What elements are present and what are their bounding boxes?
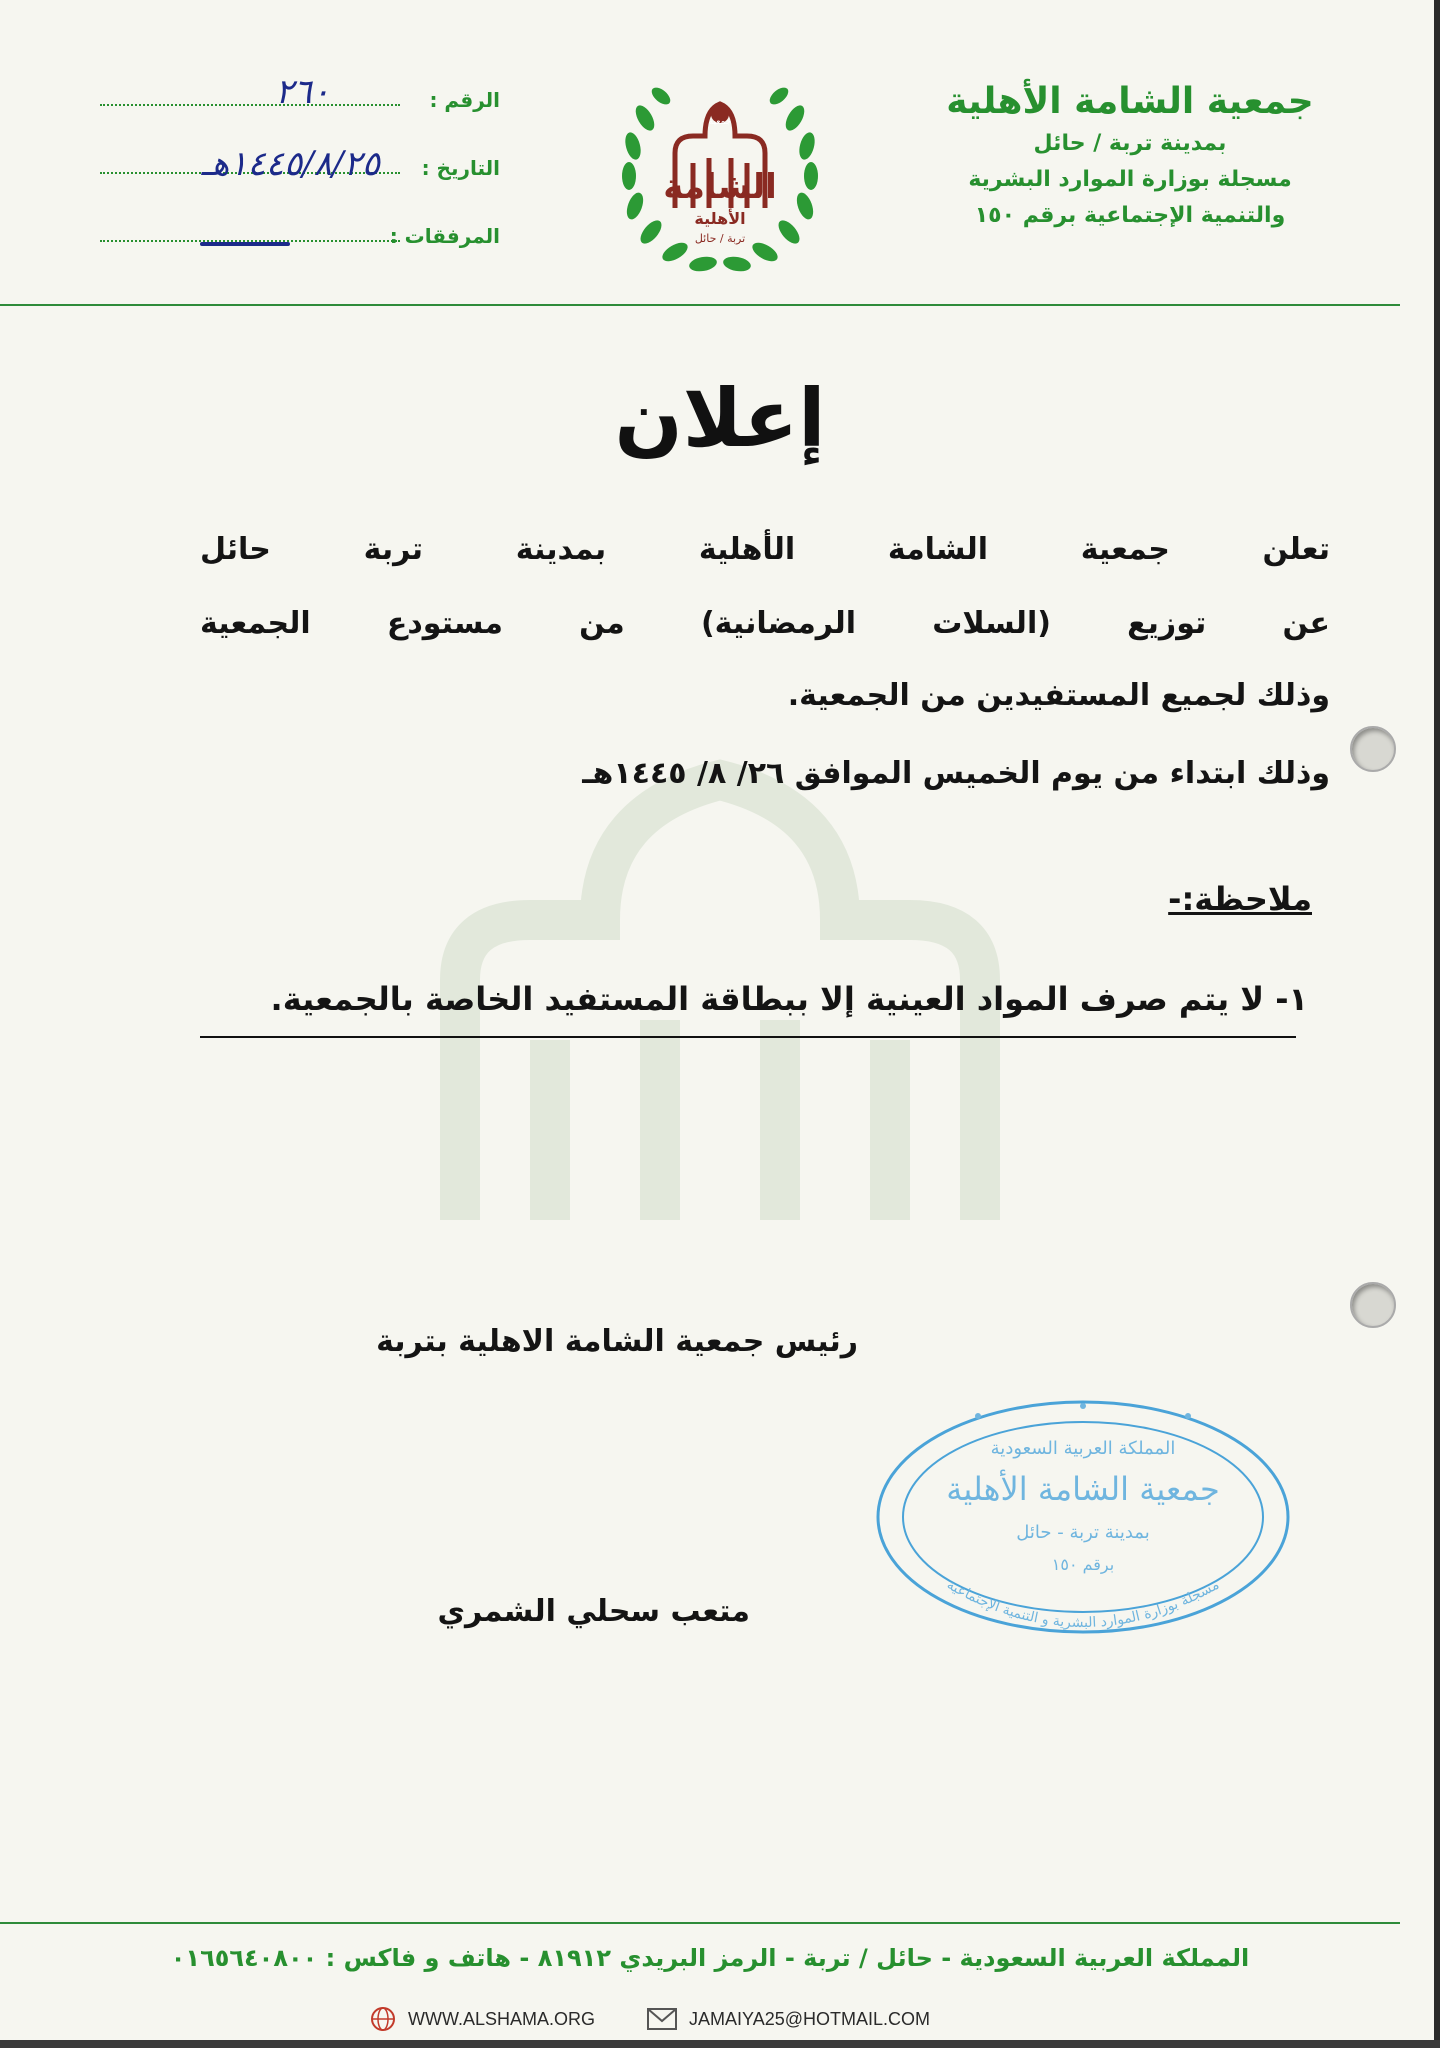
number-handwritten: ٢٦٠ — [275, 72, 330, 112]
scan-edge-right — [1434, 0, 1440, 2048]
punch-hole — [1350, 1282, 1396, 1328]
footer-contacts — [370, 2004, 1070, 2034]
stamp-ring-text: مسجلة بوزارة الموارد البشرية و التنمية الإجتماعية — [944, 1576, 1222, 1632]
announcement-title: إعلان — [614, 372, 826, 465]
reference-fields — [40, 72, 500, 284]
globe-icon — [370, 2006, 396, 2032]
official-stamp — [868, 1392, 1298, 1642]
announcement-line-4: وذلك ابتداء من يوم الخميس الموافق ٢٦/ ٨/ ١٤٤٥هـ — [582, 756, 1330, 791]
note-item-1: ١- لا يتم صرف المواد العينية إلا ببطاقة المستفيد الخاصة بالجمعية. — [270, 980, 1308, 1018]
signature-name: متعب سحلي الشمري — [437, 1594, 750, 1629]
organization-name: جمعية الشامة الأهلية — [946, 81, 1314, 122]
date-handwritten: ١٤٤٥/٨/٢٥هـ — [201, 144, 380, 184]
stamp-country: المملكة العربية السعودية — [990, 1438, 1176, 1459]
organization-registration: مسجلة بوزارة الموارد البشرية — [968, 167, 1292, 192]
date-label: التاريخ : — [421, 156, 500, 180]
logo-sub-text: الأهلية — [694, 209, 746, 228]
reference-date-row — [40, 144, 500, 216]
scan-edge-bottom — [0, 2040, 1440, 2048]
announcement-line-1: تعلن جمعية الشامة الأهلية بمدينة تربة حائل — [200, 532, 1330, 567]
stamp-number: برقم ١٥٠ — [1051, 1555, 1115, 1574]
number-dotted-line — [100, 104, 400, 106]
organization-logo — [605, 58, 835, 288]
envelope-icon — [647, 2008, 677, 2030]
footer-divider — [0, 1922, 1400, 1924]
note-label: ملاحظة:- — [1168, 880, 1312, 918]
stamp-outer-ring — [878, 1402, 1288, 1632]
email-link[interactable]: JAMAIYA25@HOTMAIL.COM — [689, 2008, 930, 2029]
organization-city: بمدينة تربة / حائل — [1033, 131, 1227, 156]
attachments-label: المرفقات : — [389, 224, 500, 248]
reference-number-row — [40, 72, 500, 148]
stamp-organization: جمعية الشامة الأهلية — [946, 1470, 1220, 1508]
number-label: الرقم : — [429, 88, 500, 112]
logo-city-text: تربة / حائل — [694, 232, 746, 245]
attachments-handwritten-dash — [200, 242, 290, 246]
organization-registration-number: والتنمية الإجتماعية برقم ١٥٠ — [974, 203, 1286, 228]
organization-header — [920, 78, 1340, 234]
stamp-city: بمدينة تربة - حائل — [1016, 1522, 1150, 1543]
logo-top-text: جمعية — [708, 117, 732, 127]
signature-title: رئيس جمعية الشامة الاهلية بتربة — [376, 1324, 858, 1359]
footer-address: المملكة العربية السعودية - حائل / تربة - الرمز البريدي ٨١٩١٢ - هاتف و فاكس : ٠١٦٥٦٤٠٨٠٠ — [170, 1944, 1250, 1972]
header-divider — [0, 304, 1400, 306]
announcement-line-3: وذلك لجميع المستفيدين من الجمعية. — [787, 678, 1330, 713]
website-link[interactable]: WWW.ALSHAMA.ORG — [408, 2008, 596, 2029]
announcement-line-2: عن توزيع (السلات الرمضانية) من مستودع الجمعية — [200, 606, 1330, 641]
reference-attachments-row — [40, 216, 500, 284]
punch-hole — [1350, 726, 1396, 772]
note-underline — [200, 1036, 1296, 1038]
logo-text: الشامة — [663, 167, 777, 207]
